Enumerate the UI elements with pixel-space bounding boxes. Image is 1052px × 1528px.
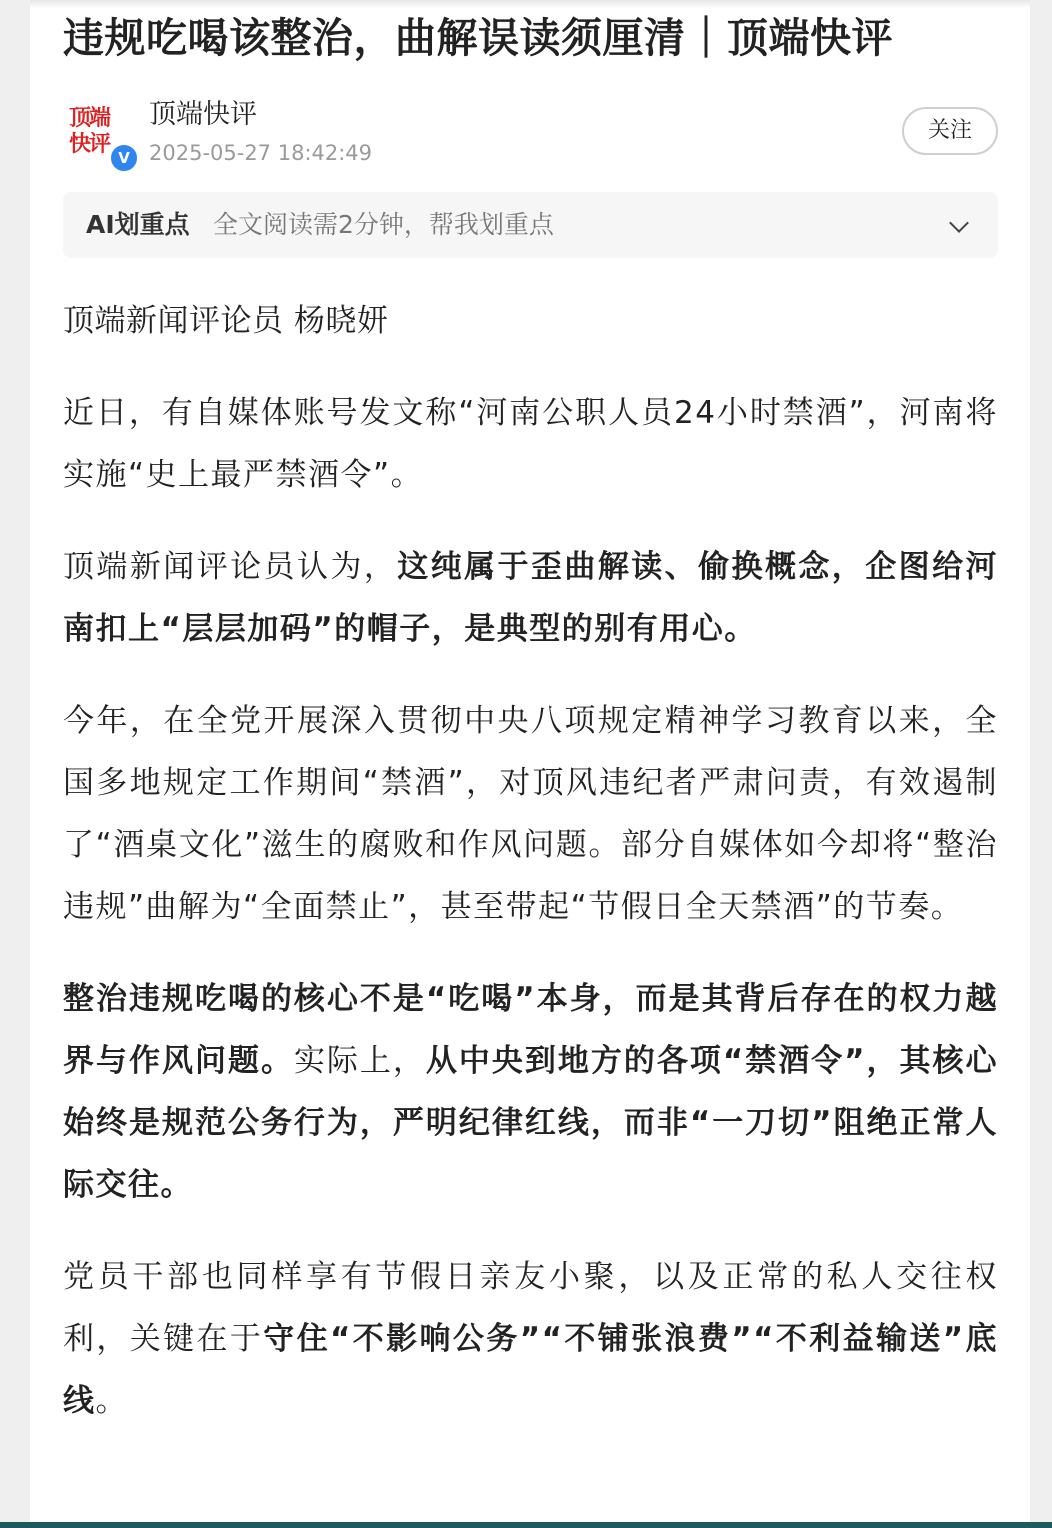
text-segment: 实际上， — [293, 1043, 426, 1079]
bold-text-segment: 守住“不影响公务”“不铺张浪费”“不利益输送”底线 — [63, 1321, 998, 1419]
bold-text-segment: 整治违规吃喝的核心不是“吃喝”本身，而是其背后存在的权力越界与作风问题。 — [63, 981, 998, 1079]
article-paragraph — [63, 690, 998, 938]
top-shadow — [30, 0, 1030, 8]
author-row — [63, 95, 998, 175]
text-segment: 今年，在全党开展深入贯彻中央八项规定精神学习教育以来，全国多地规定工作期间“禁酒”，对顶风违纪者严肃问责，有效遏制了“酒桌文化”滋生的腐败和作风问题。部分自媒体如今却将“整治违规”曲解为“全面禁止”，甚至带起“节假日全天禁酒”的节奏。 — [63, 703, 998, 925]
author-name[interactable]: 顶端快评 — [149, 99, 257, 130]
avatar-logo-line2: 快评 — [69, 132, 110, 157]
text-segment: 。 — [95, 1383, 128, 1419]
byline: 顶端新闻评论员 杨晓妍 — [63, 303, 389, 339]
bold-text-segment: 从中央到地方的各项“禁酒令”，其核心始终是规范公务行为，严明纪律红线，而非“一刀切”阻绝正常人际交往。 — [63, 1043, 999, 1203]
avatar-logo-line1: 顶端 — [69, 106, 110, 131]
text-segment: 近日，有自媒体账号发文称“河南公职人员24小时禁酒”，河南将实施“史上最严禁酒令”。 — [63, 395, 998, 493]
article-paragraph — [63, 968, 998, 1216]
article-body — [63, 290, 998, 1462]
article-paragraph — [63, 536, 998, 660]
chevron-down-icon[interactable] — [949, 213, 969, 233]
ai-summary-bar[interactable] — [63, 192, 998, 258]
article-title: 违规吃喝该整治，曲解误读须厘清｜顶端快评 — [63, 14, 893, 62]
author-avatar[interactable] — [69, 105, 130, 167]
ai-summary-label: AI划重点 — [86, 210, 190, 239]
text-segment: 顶端新闻评论员认为， — [63, 549, 398, 585]
follow-button[interactable]: 关注 — [902, 107, 998, 155]
verified-badge-icon: V — [109, 143, 139, 173]
paragraph-list — [63, 382, 998, 1432]
bold-text-segment: 这纯属于歪曲解读、偷换概念，企图给河南扣上“层层加码”的帽子，是典型的别有用心。 — [63, 549, 999, 647]
article-page — [30, 0, 1030, 1528]
article-paragraph — [63, 1246, 998, 1432]
publish-time: 2025-05-27 18:42:49 — [149, 141, 373, 165]
text-segment: 党员干部也同样享有节假日亲友小聚，以及正常的私人交往权利，关键在于 — [63, 1259, 998, 1357]
bottom-bar — [0, 1522, 1052, 1528]
ai-summary-text: 全文阅读需2分钟，帮我划重点 — [213, 210, 554, 239]
article-paragraph — [63, 382, 998, 506]
